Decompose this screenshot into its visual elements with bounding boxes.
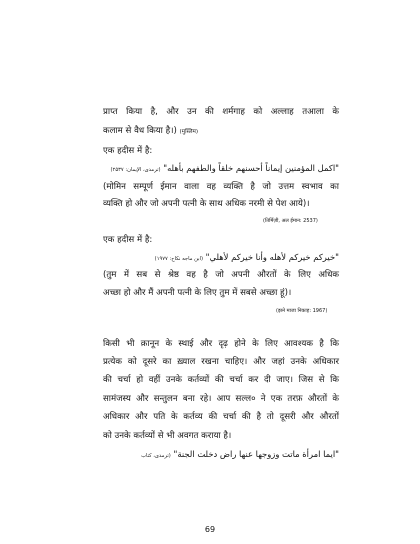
text-line-body: कलाम से वैध किया है।) [103,126,177,136]
translation-line: व्यक्ति हो और जो अपनी पत्नी के साथ अधिक नरमी से पेश आये)। [103,199,310,209]
arabic-hadith [103,162,339,176]
text-line [103,125,198,138]
arabic-hadith-text: "ايما امرأة ماتت وزوجها عنها راض دخلت الجنة" [173,449,339,459]
paragraph-line: की चर्चा हो वहीं उनके कर्तव्यों की चर्चा कर दी जाए। जिस से कि [103,375,339,385]
arabic-citation: (ابن ماجه نکاح: ۱۹۷۷) [154,256,203,262]
arabic-hadith-text: "اكمل المؤمنين إيماناً أحسنهم خلقاً والطفهم بأهله" [163,163,339,173]
page-number: 69 [204,525,216,534]
reference-citation: (इब्ने माजा निकाह: 1967) [276,308,328,314]
arabic-citation: (ترمذی، کتاب [141,453,171,459]
reference-citation: (तिर्मिज़ी, अल ईमान: 2537) [263,218,318,224]
hadith-label: एक हदीस में है: [103,235,153,245]
text-line: प्राप्त किया है, और उन की शर्मगाह को अल्लाह तआला के [103,107,339,117]
paragraph-line: सामंजस्य और सन्तुलन बना रहे। आप सल्ल० ने एक तरफ़ औरतों के [103,394,339,404]
paragraph-line: किसी भी क़ानून के स्थाई और दृढ़ होने के लिए आवश्यक है कि [103,339,339,349]
translation-line: अच्छा हो और मैं अपनी पत्नी के लिए तुम में सबसे अच्छा हूं)। [103,288,292,298]
paragraph-line: प्रत्येक को दूसरे का ख़्याल रखना चाहिए। और जहां उनके अधिकार [103,357,339,367]
translation-line: (तुम में सब से श्रेष्ठ वह है जो अपनी औरतों के लिए अधिक [103,270,339,280]
translation-line: (मोमिन सम्पूर्ण ईमान वाला वह व्यक्ति है जो उत्तम स्वभाव का [103,182,339,192]
arabic-hadith-text: "خيركم خيركم لأهله وأنا خيركم لأهلي" [205,252,339,262]
paragraph-line: अधिकार और पति के कर्तव्य की चर्चा की है तो दूसरी और औरतों [103,412,339,422]
arabic-hadith [103,448,339,462]
paragraph-line: को उनके कर्तव्यों से भी अवगत कराया है। [103,431,232,441]
reference-citation: (मुस्लिम) [179,129,199,135]
hadith-label: एक हदीस में है: [103,146,153,156]
arabic-citation: (ترمذی، الإیمان: ۲۵۳۷) [110,167,161,173]
arabic-hadith [103,251,339,265]
